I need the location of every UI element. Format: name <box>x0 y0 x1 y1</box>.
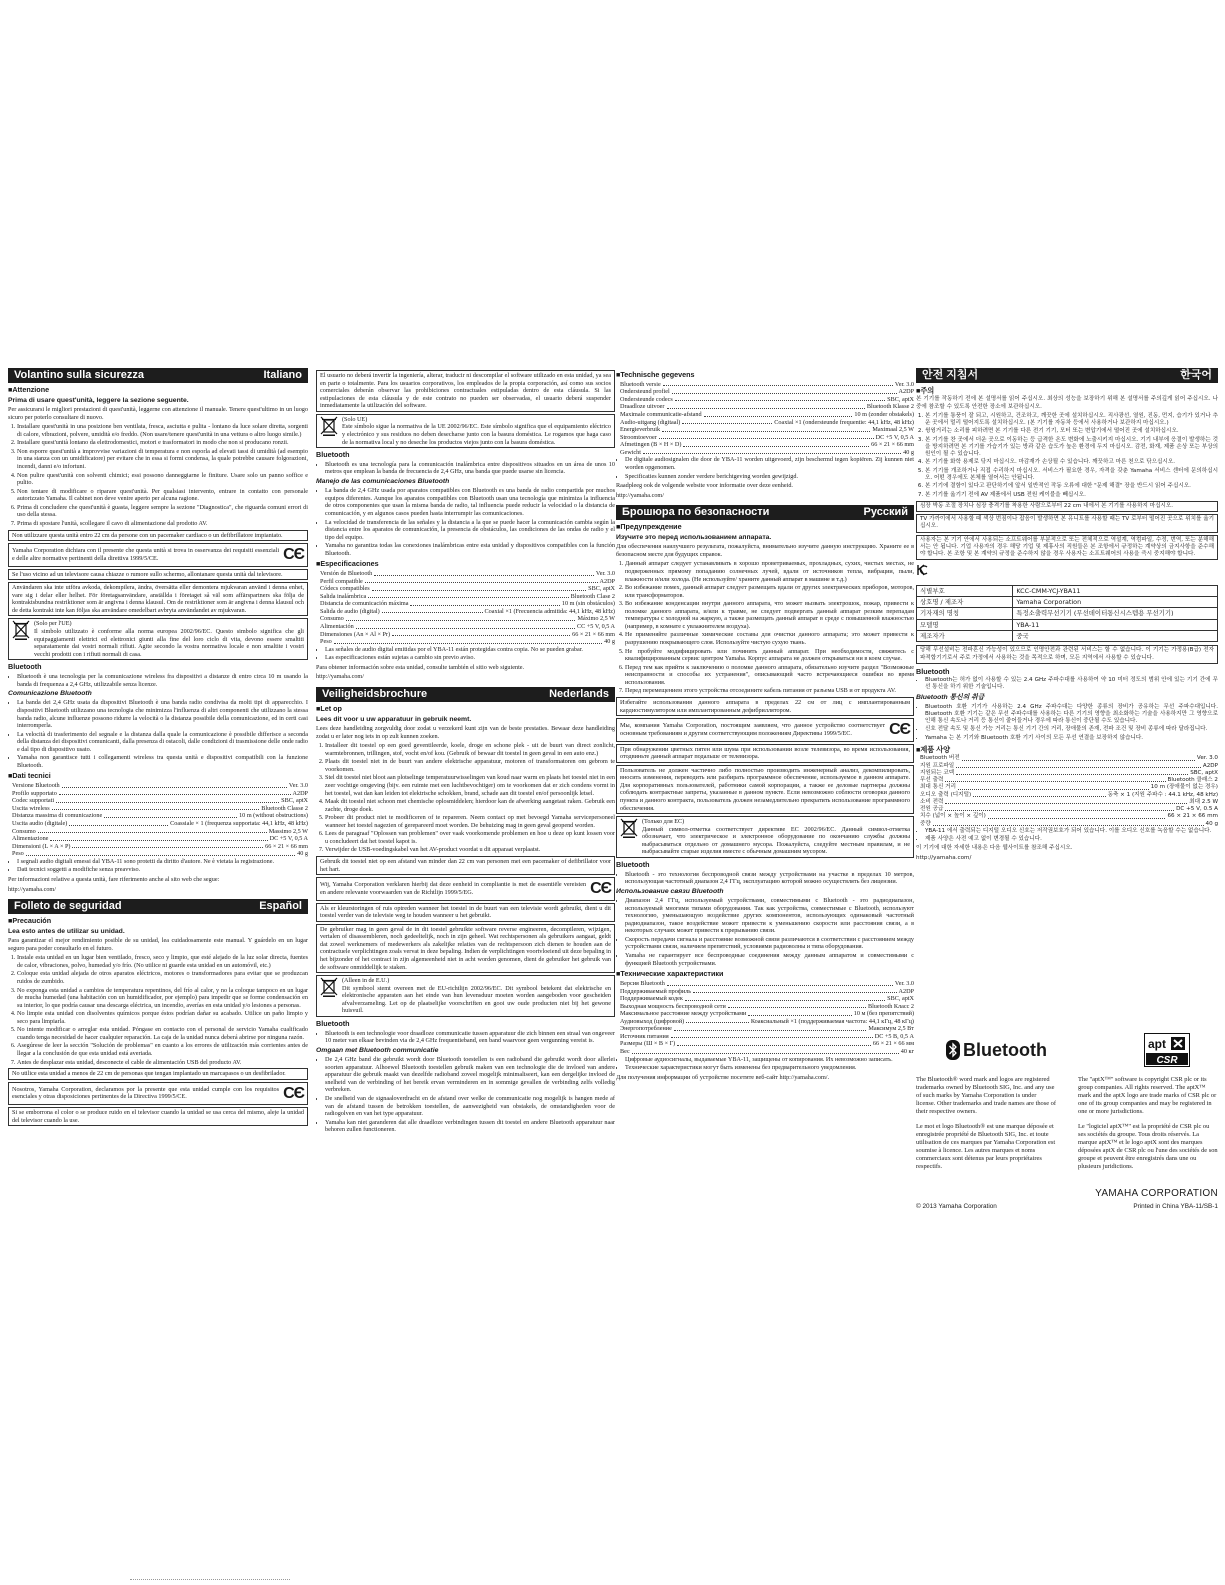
korean-section-banner <box>916 368 1218 383</box>
list-item: 2. 윙윙거리는 소리를 피하려면 본 기기를 다른 전기 기기, 모터 또는 변압기에서 떨어진 곳에 설치하십시오. <box>925 428 1218 435</box>
ce-mark-icon: CЄ <box>590 880 611 898</box>
list-item: • Las especificaciones están sujetas a cambio sin previo aviso. <box>325 654 615 662</box>
es-tv-box: Si se emborrona el color o se produce ruido en el televisor cuando la unidad se usa cerca del mismo, aleje la unidad del televisor cuando la use. <box>8 1107 308 1126</box>
nl-spec-heading: ■Technische gegevens <box>616 370 695 379</box>
spec-row: Energieverbruik Maximaal 2,5 W <box>620 426 914 434</box>
es-caution-list <box>8 954 308 1066</box>
spec-row: Stroomtoevoer DC +5 V, 0,5 A <box>620 433 914 441</box>
crossed-bin-icon <box>12 620 30 640</box>
nl-weee-text: Dit symbool stemt overeen met de EU-richtlijn 2002/96/EC. Dit symbool betekent dat elektrische en elektronische apparaten aan het einde van hun levensduur moeten worden aangeboden voor gescheiden afvalverzameling. Let op de plaatselijke voorschriften en gooi uw oude producten niet bij het gewone huisvuil. <box>342 984 611 1015</box>
column-4 <box>916 368 1218 1018</box>
list-item: • De 2,4 GHz band die gebruikt wordt door Bluetooth toestellen is een radioband die gebruikt wordt door allerlei soorten apparatuur. Alhoewel Bluetooth toestellen gebruik maken van een technologie die de invloed van andere apparatuur die gebruik maakt van dezelfde radioband zoveel mogelijk minimaliseert, kan een dergelijke invloed de snelheid van de verbinding of het bereik ervan verminderen en in sommige gevallen de verbinding zelfs volledig verbreken. <box>325 1056 615 1094</box>
ce-mark-icon: CЄ <box>889 721 910 739</box>
list-item: 5. Не пробуйте модифицировать или починить данный аппарат. При необходимости, свяжитесь с квалифицированным сервис центром Yamaha. Корпус аппарата не должен открываться ни в коем случае. <box>625 648 914 663</box>
table-row: 기자재의 명칭 특정소출력무선기기 (무선데이터통신시스템용 무선기기) <box>917 608 1218 619</box>
ko-radio-note-box: 당해 무선설비는 전파혼신 가능성이 있으므로 인명안전과 관련된 서비스는 할 수 없습니다. 이 기기는 가정용(B급) 전자파적합기기로서 주로 가정에서 사용하는 것을 목적으로 하며, 모든 지역에서 사용할 수 있습니다. <box>916 645 1218 664</box>
it-tv-box: Se l'uso vicino ad un televisore causa chiazze o rumore sullo schermo, allontanare questa unità dal televisore. <box>8 569 308 581</box>
ru-notes <box>616 1056 914 1072</box>
ko-spec-list <box>916 755 1218 828</box>
it-software-box: Användaren ska inte utföra avkoda, dekompilera, ändra, översätta eller demontera mjukvaran använd i denna enhet, vare sig i delar eller helhet. För företagsanvändare, anställda i företaget så väl som affärspartners ska följa de kontraktsbundna restriktioner som är angivna i denna klausul. Om de restriktioner som är angivna i denna klausul och de detta kontrakt inte kan följas ska användare omedelbart avbryta användandet av mjukvaran. <box>8 582 308 616</box>
ce-mark-icon: CЄ <box>283 1084 304 1102</box>
spec-row: Dimensiones (An × Al × Pr) 66 × 21 × 66 mm <box>320 630 615 638</box>
list-item: • Bluetooth는 허가 없이 사용할 수 있는 2.4 GHz 주파수대를 사용하여 약 10 미터 정도의 범위 안에 있는 기기 간에 무선 통신을 하기 위한 기술입니다. <box>925 677 1218 692</box>
spec-row: Поддерживаемый профиль A2DP <box>620 987 914 995</box>
list-item: 1. Installare quest'unità in una posizione ben ventilata, fresca, asciutta e pulita - lontano da luce solare diretta, sorgenti di calore, vibrazioni, polvere, umidità e/o freddo. (Non usare/tenere quest'unità in una vettura o altro luogo simile.) <box>17 423 308 438</box>
spec-row: Peso 40 g <box>320 638 615 646</box>
ru-spec-list <box>616 980 914 1056</box>
list-item: 5. Non tentare di modificare o riparare quest'unità. Per qualsiasi intervento, entrare in contatto con personale autorizzato Yamaha. Il cabinet non deve venire aperto per alcuna ragione. <box>17 488 308 503</box>
spec-row: 치수 (넓이 × 높이 × 깊이) 66 × 21 × 66 mm <box>920 813 1218 820</box>
spec-row: Источник питания DC +5 В, 0,5 А <box>620 1032 914 1040</box>
spec-row: Audio-uitgang (digitaal) Coaxial ×1 (ondersteunde frequentie: 44,1 kHz, 48 kHz) <box>620 418 914 426</box>
ru-comm-heading: Использование связи Bluetooth <box>616 887 724 895</box>
ru-weee-text: Данный символ-отметка соответствует директиве ЕС 2002/96/EC. Данный символ-отметка обозначает, что электрическое и электронное оборудование по окончанию службы должны выбрасываться отдельно от домашнего мусора. Пожалуйста, следуйте местным правилам, и не выбрасывайте старые изделия вместе с обычным домашним мусором. <box>642 825 910 856</box>
dutch-lang-label: Nederlands <box>549 687 609 700</box>
list-item: • YBA-11 에서 출력되는 디지털 오디오 신호는 저작권보호가 되어 있습니다. 이를 오디오 신호를 녹음할 수는 없습니다. <box>925 828 1218 835</box>
spec-row: Salida inalámbrica Bluetooth Clase 2 <box>320 592 615 600</box>
spec-row: Uscita audio (digitale) Coassiale × 1 (frequenza supportata: 44,1 kHz, 48 kHz) <box>12 820 308 828</box>
ko-bt-heading: Bluetooth <box>916 666 950 676</box>
nl-first-heading: Lees dit voor u uw apparatuur in gebruik neemt. <box>316 715 472 723</box>
spec-row: Ondersteunde codecs SBC, aptX <box>620 395 914 403</box>
ko-tv-box: TV 가까이에서 사용할 때 색상 번짐이나 잡음이 발생하면 본 유니트를 사용할 때는 TV 로부터 떨어진 곳으로 위치를 옮기십시오. <box>916 514 1218 533</box>
list-item: • La velocidad de transferencia de las señales y la distancia a la que se puede hacer la comunicación cambia según la distancia entre los aparatos de comunicación, la presencia de obstáculos, las condiciones de las ondas de radio y el tipo del equipo. <box>325 519 615 542</box>
es-bt-heading: Bluetooth <box>316 450 350 460</box>
nl-intro: Lees deze handleiding zorgvuldig door zodat u verzekerd kunt zijn van de beste prestaties. Bewaar deze handleiding zodat u er later nog iets in op zult kunnen zoeken. <box>316 725 615 740</box>
printed-in: Printed in China YBA-11/SB-1 <box>1133 1203 1218 1210</box>
ru-intro: Для обеспечения наилучшего результата, пожалуйста, внимательно изучите данную инструкцию. Храните ее в безопасном месте для будущих справок. <box>616 543 914 558</box>
es-notes <box>316 646 615 662</box>
list-item: 5. No intente modificar o arreglar esta unidad. Póngase en contacto con el personal de servicio Yamaha cualificado cuando tenga necesidad de hacer cualquier reparación. La caja de la unidad nunca deberá abrirse por ninguna razón. <box>17 1026 308 1041</box>
crossed-bin-icon <box>320 977 338 997</box>
ce-mark-icon: CЄ <box>283 546 304 564</box>
list-item: 2. Installare quest'unità lontano da elettrodomestici, motori e trasformatori in modo che non si producano ronzii. <box>17 439 308 447</box>
list-item: • La banda de 2,4 GHz usada por aparatos compatibles con Bluetooth es una banda de radio compartida por muchos equipos diferentes. Aunque los aparatos compatibles con Bluetooth usan una tecnología que minimiza la influencia de otros componentes que usan la misma banda de radio, tal influencia puede reducir la velocidad o la distancia de comunicación, y en algunos casos pueden hasta interrumpir las comunicaciones. <box>325 487 615 517</box>
spec-row: 전원 공급 DC +5 V, 0.5 A <box>920 806 1218 813</box>
list-item: • Диапазон 2,4 ГГц, используемый устройствами, совместимыми с Bluetooth - это радиодиапазон, используемый многими типами оборудования. Так как устройства, совместимые с Bluetooth, используют технологию, уменьшающую воздействие других компонентов, использующих одинаковый частотный радиодиапазон, такое воздействие может привести к уменьшению скорости или расстояния связи, а в некоторых случаях может привести к прерыванию связи. <box>625 897 914 935</box>
nl-comm-heading: Omgaan met Bluetooth communicatie <box>316 1046 439 1054</box>
it-first-heading: Prima di usare quest'unità, leggere la sezione seguente. <box>8 396 189 404</box>
es-weee-head: (Solo UE) <box>342 415 368 423</box>
spec-row: 무선 출력 Bluetooth 클래스 2 <box>920 777 1218 784</box>
ru-caution-list <box>616 560 914 695</box>
ko-intro: 본 기기를 작동하기 전에 본 설명서를 읽어 주십시오. 최상의 성능을 보장하기 위해 본 설명서를 주의깊게 읽어 주십시오. 나중에 참조할 수 있도록 안전한 장소에 보관하십시오. <box>916 396 1218 410</box>
spanish-lang-label: Español <box>259 900 302 913</box>
spec-row: 최대 통신 거리 10 m (장애물이 없는 경우) <box>920 784 1218 791</box>
russian-lang-label: Русский <box>863 506 908 519</box>
ru-ce-text: Мы, компания Yamaha Corporation, постоящим заявляем, что данное устройство соответствует основным требованиям и другим соответствующим положениям Директивы 1999/5/EC. <box>620 722 886 737</box>
list-item: 5. Probeer dit product niet te modificeren of te repareren. Neem contact op met bevoegd Yamaha servicepersoneel wanneer het toestel nagezien of gerepareerd moet worden. De behuizing mag in geen geval geopend worden. <box>325 814 615 829</box>
spec-row: Versione Bluetooth Ver. 3.0 <box>12 782 308 790</box>
bluetooth-logo: Bluetooth <box>946 1040 1047 1061</box>
list-item: 4. 본 기기를 화학 용제로 닦지 마십시오. 마감재가 손상될 수 있습니다. 깨끗하고 마른 천으로 닦으십시오. <box>925 459 1218 466</box>
nl-ce-text: Wij, Yamaha Corporation verklaren hierbij dat deze eenheid in compliantie is met de essentiële vereisten en andere relevante voorwaarden van de Richtlijn 1999/5/EG. <box>320 881 587 896</box>
spec-row: Выходная мощность беспроводной сети Bluetooth Класс 2 <box>620 1002 914 1010</box>
ko-pacemaker-box: 심장 박동 조절 장치나 심장 충격기를 착용한 사람으로부터 22 cm 내에서 본 기기를 사용하지 마십시오. <box>916 501 1218 512</box>
ru-ce-box <box>616 718 914 742</box>
spec-row: 지원되는 코덱 SBC, aptX <box>920 769 1218 776</box>
spanish-title: Folleto de seguridad <box>14 900 122 913</box>
list-item: • Yamaha no garantiza todas las conexiones inalámbricas entre esta unidad y dispositivos compatibles con la función Bluetooth. <box>325 542 615 557</box>
nl-bt-heading: Bluetooth <box>316 1018 350 1028</box>
nl-software-box: De gebruiker mag in geen geval de in dit toestel gebruikte software reverse engineeren, decompileren, wijzigen, vertalen of disassembleren, noch gedeeltelijk, noch in zijn geheel. Wat rechtspersonen als gebruikers aangaat, geldt dat zowel werknemers of medewerkers als zakelijke relaties van de rechtspersoon zich dienen te houden aan de contractuele verplichtingen zoals vervat in deze bepaling. Indien de verplichtingen voortvloeiend uit deze bepaling in het bijzonder of het contract in zijn algemeenheid niet in acht worden genomen, dient de gebruiker het gebruik van de software onmiddellijk te staken. <box>316 924 615 973</box>
es-ce-text: Nosotros, Yamaha Corporation, declaramos por la presente que esta unidad cumple con los requisitos esenciales y otras disposiciones pertinentes de la Directiva 1999/5/CE. <box>12 1085 280 1101</box>
spec-row: Ondersteund profiel A2DP <box>620 388 914 396</box>
list-item: • Bluetooth è una tecnologia per la comunicazione wireless fra dispositivi a distanze di entro circa 10 m usando la banda di frequenza a 2,4 GHz, utilizzabile senza licenze. <box>17 673 308 688</box>
it-bt-heading: Bluetooth <box>8 662 42 672</box>
list-item: • La velocità di trasferimento del segnale e la distanza dalla quale la comunicazione è possibile differisce a seconda della distanza dei dispositivi comunicanti, dalla presenza di ostacoli, dalle condizioni di trasmissione delle onde radio e dal tipo di dispositivo usato. <box>17 731 308 754</box>
bluetooth-trademark-fr: Le mot et logo Bluetooth® est une marque déposée et enregistrée propriété de Bluetooth SIG, Inc. et toute utilisation de ces marques par Yamaha Corporation est soumise à licence. Les autres marques et noms commerciaux sont détenus par leurs propriétaires respectifs. <box>916 1123 1056 1170</box>
it-url[interactable]: http://yamaha.com/ <box>8 885 56 893</box>
spanish-section-banner <box>8 899 308 914</box>
spec-row: 오디오 출력 (디지털) 동축 × 1 (지원 주파수 : 44.1 kHz, 48 kHz) <box>920 791 1218 798</box>
list-item: 3. 본 기기를 찬 곳에서 더운 곳으로 이동하는 등 급격한 온도 변화에 노출시키지 마십시오. 기기 내부에 응결이 발생하는 것을 방지하려면 본 기기를 가습기가 있는 방과 같은 습도가 높은 환경에 두지 마십시오. 감전, 화재, 제품 손상 또는 부상의 원인이 될 수 있습니다. <box>925 437 1218 459</box>
es-comm-list <box>316 487 615 557</box>
ko-url-text: 이 기기에 대한 자세한 내용은 다음 웹사이트를 참조해 주십시오. <box>916 845 1073 852</box>
es-weee-box <box>316 414 615 448</box>
ru-bt-heading: Bluetooth <box>616 859 650 869</box>
nl-spec-list <box>616 381 914 457</box>
it-weee-head: (Solo per l'UE) <box>34 620 72 628</box>
it-attention-heading: ■Attenzione <box>8 385 50 394</box>
trademark-area <box>916 1030 1218 1210</box>
italian-title: Volantino sulla sicurezza <box>14 369 144 381</box>
list-item: 3. Во избежание конденсации внутри данного аппарата, что может вызвать электрошок, пожар, привести к поломке данного аппарата, и/или к травме, не следует подвергать данный аппарат резким перепадам температуры с холодной на жаркую, а также размещать данный аппарат в среде с повышенной влажностью (например, в комнате с увлажнителем воздуха). <box>625 600 914 630</box>
spec-row: Códecs compatibles SBC, aptX <box>320 585 615 593</box>
list-item: • Технические характеристики могут быть изменены без предварительного уведомления. <box>625 1064 914 1072</box>
list-item: • Bluetooth 호환 기기가 사용하는 2.4 GHz 주파수대는 다양한 종류의 장비가 공유하는 무선 주파수대입니다. Bluetooth 호환 기기는 같은 무선 주파수대를 사용하는 다른 기기의 영향을 최소화하는 기술을 사용하지만 그 영향으로 인해 통신 속도나 거리 등 통신이 줄어들거나 경우에 따라 통신이 중단될 수도 있습니다. <box>925 704 1218 726</box>
list-item: • Скорость передачи сигнала и расстояние возможной связи различаются в соответствии с расстоянием между устройствами связи, наличием препятствий, условиями радиоволны и типа оборудования. <box>625 936 914 951</box>
spec-row: Consumo Máximo 2,5 W <box>320 615 615 623</box>
es-caution-heading: ■Precaución <box>8 916 52 926</box>
table-row: 식별부호 KCC-CMM-YCJ-YBA11 <box>917 585 1218 596</box>
spec-row: Gewicht 40 g <box>620 448 914 456</box>
spec-row: Salida de audio (digital) Coaxial ×1 (Frecuencia admitida: 44,1 kHz, 48 kHz) <box>320 607 615 615</box>
list-item: • I segnali audio digitali emessi dal YBA-11 sono protetti da diritto d'autore. Ne è vietata la registrazione. <box>17 858 308 866</box>
russian-title: Брошюра по безопасности <box>622 506 770 519</box>
list-item: 4. Maak dit toestel niet schoon met chemische oplosmiddelen; hierdoor kan de afwerking aangetast raken. Gebruik een zachte, droge doek. <box>325 798 615 813</box>
copyright: © 2013 Yamaha Corporation <box>916 1203 997 1210</box>
spec-row: Bluetooth 버전 Ver. 3.0 <box>920 755 1218 762</box>
ko-software-box: 사용자는 본 기기 안에서 사용되는 소프트웨어를 부분적으로 또는 전체적으로 역설계, 역컴파일, 수정, 번역, 또는 분해해서는 안 됩니다. 기업 사용자의 경우 해당 기업 및 제휴사의 직원들은 본 조항에서 규정하는 계약상의 금지사항을 준수해야 합니다. 본 조항 및 본 계약의 규정을 준수하지 않을 경우 사용자는 소프트웨어의 사용을 즉시 중지해야 합니다. <box>916 535 1218 561</box>
list-item: • Dati tecnici soggetti a modifiche senza preavviso. <box>17 866 308 874</box>
spec-row: Версия Bluetooth Ver. 3.0 <box>620 979 914 987</box>
list-item: 6. Lees de paragraaf "Oplossen van problemen" over vaak voorkomende problemen en hoe u deze op kunt lossen voor u concludeert dat het toestel kapot is. <box>325 830 615 845</box>
bluetooth-trademark-en: The Bluetooth® word mark and logos are registered trademarks owned by Bluetooth SIG, Inc. and any use of such marks by Yamaha Corporation is under license. Other trademarks and trade names are those of their respective owners. <box>916 1076 1057 1115</box>
crossed-bin-icon <box>320 416 338 436</box>
spec-row: Bluetooth versie Ver. 3.0 <box>620 380 914 388</box>
column-3 <box>616 368 914 1083</box>
nl-notes <box>616 456 914 480</box>
spec-row: Аудиовыход (цифровой) Коаксиальный ×1 (поддерживаемая частота: 44,1 кГц, 48 кГц) <box>620 1017 914 1025</box>
it-comm-heading: Comunicazione Bluetooth <box>8 690 92 698</box>
nl-caution-list <box>316 742 615 854</box>
column-2 <box>316 368 615 1136</box>
it-caution-list <box>8 423 308 527</box>
list-item: 2. Plaats dit toestel niet in de buurt van andere elektrische apparatuur, motoren of transformatoren om gebrom te voorkomen. <box>325 758 615 773</box>
list-item: 7. Verwijder de USB-voedingskabel van het AV-product voordat u dit apparaat verplaatst. <box>325 846 615 854</box>
spec-row: Peso 40 g <box>12 850 308 858</box>
kc-mark-icon <box>916 564 928 576</box>
list-item: 1. Данный аппарат следует устанавливать в хорошо проветриваемых, прохладных, сухих, чистых местах, не подверженных прямому попаданию солнечных лучей, вдали от источников тепла, вибрации, пыли, влажности и/или холода. (Не используйте/ храните данный аппарат в машине и т.д.) <box>625 560 914 583</box>
list-item: • Bluetooth is een technologie voor draadloze communicatie tussen apparatuur die zich binnen een straal van ongeveer 10 meter van elkaar bevinden via de 2,4 GHz frequentieband, een band waarvoor geen vergunning vereist is. <box>325 1030 615 1045</box>
italian-lang-label: Italiano <box>263 369 302 381</box>
spec-row: Поддерживаемый кодек SBC, aptX <box>620 995 914 1003</box>
spec-row: Afmetingen (B × H × D) 66 × 21 × 66 mm <box>620 441 914 449</box>
page-footer-rule <box>130 1578 290 1580</box>
es-comm-heading: Manejo de las comunicaciones Bluetooth <box>316 477 450 485</box>
table-row: 제조자가 중국 <box>917 630 1218 641</box>
nl-bt-list <box>316 1030 615 1045</box>
spec-row: Вес 40 кг <box>620 1048 914 1056</box>
spec-row: Alimentación CC +5 V, 0,5 A <box>320 623 615 631</box>
list-item: • Bluetooth es una tecnología para la comunicación inalámbrica entre dispositivos situados en un área de unos 10 metros que emplean la banda de frecuencia de 2,4 GHz, una banda que puede usarse sin licencia. <box>325 461 615 476</box>
list-item: • Specificaties kunnen zonder verdere berichtgeving worden gewijzigd. <box>625 473 914 481</box>
ko-comm-heading: Bluetooth 통신의 취급 <box>916 693 985 701</box>
nl-ce-box <box>316 877 615 901</box>
russian-section-banner <box>616 505 914 520</box>
es-weee-text: Este símbolo sigue la normativa de la UE 2002/96/EC. Este símbolo significa que el equipamiento eléctrico y electrónico y sus residuos no deben desecharse junto con la basura doméstica. Le rogamos que haga caso de la normativa local y no deseche los productos viejos junto con la basura doméstica. <box>342 423 611 446</box>
list-item: • 신호 전달 속도 및 통신 가능 거리는 통신 기기 간의 거리, 장애물의 존재, 전파 조건 및 장비 종류에 따라 달라집니다. <box>925 726 1218 733</box>
ru-warning-heading: ■Предупреждение <box>616 522 682 532</box>
it-weee-box <box>8 618 308 660</box>
ru-url-text: Для получения информации об устройстве посетите веб-сайт http://yamaha.com/. <box>616 1073 830 1081</box>
list-item: 7. 본 기기를 옮기기 전에 AV 제품에서 USB 전원 케이블을 빼십시오. <box>925 492 1218 499</box>
list-item: 1. Instale esta unidad en un lugar bien ventilado, fresco, seco y limpio, que esté alejado de la luz solar directa, fuentes de calor, vibraciones, polvo, humedad y/o frío. (No utilice ni guarde esta unidad en un automóvil, etc.) <box>17 954 308 969</box>
es-bt-list <box>316 461 615 476</box>
ru-weee-box <box>616 816 914 858</box>
ko-notes <box>916 828 1218 844</box>
spec-row: Энергопотребление Максимум 2,5 Вт <box>620 1025 914 1033</box>
spec-row: Profilo supportato A2DP <box>12 789 308 797</box>
es-url-text: Para obtener información sobre esta unidad, consulte también el sitio web siguiente. <box>316 663 525 671</box>
spec-row: Distancia de comunicación máxima 10 m (sin obstáculos) <box>320 600 615 608</box>
it-url-text: Per informazioni relative a questa unità, fare riferimento anche al sito web che segue: <box>8 875 220 883</box>
list-item: 3. No exponga esta unidad a cambios de temperatura repentinos, del frío al calor, y no la coloque tampoco en un lugar de mucha humedad (una habitación con un humidificador, por ejemplo) para impedir que se forme condensación en su interior, lo que podría causar una descarga eléctrica, un incendio, averías en esta unidad y/o lesiones a personas. <box>17 987 308 1010</box>
it-notes <box>8 858 308 874</box>
aptx-trademark-fr: Le "logiciel aptX™" est la propriété de CSR plc ou ses sociétés du groupe. Tous droits réservés. La marque aptX™ et le logo aptX sont des marques déposées aptX de CSR plc ou l'une des sociétés de son groupe et peuvent être enregistrés dans une ou plusieurs juridictions. <box>1078 1123 1218 1170</box>
ru-spec-heading: ■Технические характеристики <box>616 969 724 979</box>
list-item: 7. Antes de desplazar esta unidad, desconecte el cable de alimentación USB del producto AV. <box>17 1059 308 1067</box>
list-item: 6. Asegúrese de leer la sección "Solución de problemas" en cuanto a los errores de utilización más corrientes antes de llegar a la conclusión de que esta unidad está averiada. <box>17 1042 308 1057</box>
list-item: 2. Во избежание помех, данный аппарат следует размещать вдали от других электрических приборов, моторов, или трансформаторов. <box>625 584 914 599</box>
ko-url[interactable]: http://yamaha.com/ <box>916 854 972 861</box>
ru-bt-list <box>616 871 914 886</box>
it-comm-list <box>8 699 308 769</box>
column-1 <box>8 368 308 1128</box>
table-row: 상호명 / 제조자 Yamaha Corporation <box>917 597 1218 608</box>
es-software-box: El usuario no deberá invertir la ingeniería, alterar, traducir ni descompilar el software utilizado en esta unidad, ya sea en parte o totalmente. Para los usuarios corporativos, los empleados de la propia corporación, así como sus socios comerciales deberán observar las prohibiciones contractuales estipuladas dentro de esta cláusula. Si las estipulaciones de esta cláusula y de este contrato no pueden ser observadas, el usuario deberá suspender inmediatamente la utilización del software. <box>316 370 615 412</box>
spec-row: Максимальное расстояние между устройствами 10 м (без препятствий) <box>620 1010 914 1018</box>
nl-weee-head: (Alleen in de E.U.) <box>342 977 390 985</box>
ru-tv-box: При обнаружении цветных пятен или шума при использовании возле телевизора, во время использования, отодвиньте данный аппарат подальше от телевизора. <box>616 744 914 763</box>
kcc-certification-table <box>916 585 1218 643</box>
list-item: 4. Не применяйте различные химические составы для очистки данного аппарата; это может привести к разрушению покрывающего слоя. Используйте чистую сухую ткань. <box>625 631 914 646</box>
it-bt-list <box>8 673 308 688</box>
ru-first-heading: Изучите это перед использованием аппарата. <box>616 534 772 541</box>
list-item: 4. No limpie esta unidad con disolventes químicos porque éstos podrían dañar su acabado. Utilice un paño limpio y seco para limpiarla. <box>17 1010 308 1025</box>
ko-caution-heading: ■주의 <box>916 386 935 395</box>
crossed-bin-icon <box>620 818 638 838</box>
spec-row: Perfil compatible A2DP <box>320 577 615 585</box>
dutch-title: Veiligheidsbrochure <box>322 687 428 700</box>
list-item: • Yamaha non garantisce tutti i collegamenti wireless tra questa unità e dispositivi compatibili con la funzione Bluetooth. <box>17 754 308 769</box>
list-item: • Yamaha 는 본 기기와 Bluetooth 호환 기기 사이의 모든 무선 연결을 보장하지 않습니다. <box>925 735 1218 742</box>
list-item: 6. Prima di concludere che quest'unità è guasta, leggere sempre la sezione "Diagnostica", che riguarda comuni errori di uso della stessa. <box>17 504 308 519</box>
it-spec-heading: ■Dati tecnici <box>8 771 51 781</box>
nl-weee-box <box>316 975 615 1017</box>
list-item: 3. Non esporre quest'unità a improvvise variazioni di temperatura e non esporla ad elevati tassi di umidità (ad esempio in una stanza con un umidificatore) per evitare che in essa si formi condensa, la quale potrebbe causare folgorazioni, incendi, danni e/o infortuni. <box>17 448 308 471</box>
list-item: 5. 본 기기를 개조하거나 직접 수리하지 마십시오. 서비스가 필요한 경우, 자격을 갖춘 Yamaha 서비스 센터에 문의하십시오. 어떤 경우에도 본체를 열어서는 안됩니다. <box>925 468 1218 483</box>
spec-row: 소비 전력 최대 2.5 W <box>920 798 1218 805</box>
list-item: 1. Installeer dit toestel op een goed geventileerde, koele, droge en schone plek - uit de buurt van direct zonlicht, warmtebronnen, trillingen, stof, vocht en/of kou. (Gebruik of bewaar dit toestel in geen geval in een auto enz.) <box>325 742 615 757</box>
spec-row: Размеры (Ш × В × Г) 66 × 21 × 66 мм <box>620 1040 914 1048</box>
nl-tv-box: Als er kleurstoringen of ruis optreden wanneer het toestel in de buurt van een televisie wordt gebruikt, dient u dit toestel verder van de televisie weg te houden wanneer u het gebruikt. <box>316 903 615 922</box>
spec-row: Distanza massima di comunicazione 10 m (without obstructions) <box>12 812 308 820</box>
nl-url-text: Raadpleeg ook de volgende website voor informatie over deze eenheid. <box>616 482 793 490</box>
list-item: 3. Stel dit toestel niet bloot aan plotselinge temperatuurwisselingen van koud naar warm en plaats het toestel niet in een zeer vochtige omgeving (bijv. een ruimte met een luchtbevochtiger) om te voorkomen dat er zich condens vormt in het toestel, wat dan kan leiden tot elektrische schokken, brand, schade aan dit toestel en/of persoonlijk letsel. <box>325 774 615 797</box>
list-item: • Цифровые аудиосигналы, выдаваемые YBA-11, защищены от копирования. Их невозможно записать. <box>625 1056 914 1064</box>
it-ce-box <box>8 543 308 567</box>
spec-row: Versión de Bluetooth Ver. 3.0 <box>320 570 615 578</box>
list-item: • Bluetooth - это технология беспроводной связи между устройствами на участке в пределах 10 метров, использующая частотный диапазон 2,4 ГГц, эксплуатацию которой можно осуществлять без лицензии. <box>625 871 914 886</box>
dutch-section-banner <box>316 687 615 702</box>
list-item: • Las señales de audio digital emitidas por el YBA-11 están protegidas contra copia. No se pueden grabar. <box>325 646 615 654</box>
spec-row: Consumo Massimo 2,5 W <box>12 827 308 835</box>
spec-row: 중량 40 g <box>920 820 1218 827</box>
it-pacemaker-box: Non utilizzare questa unità entro 22 cm da persone con un pacemaker cardiaco o un defibrillatore impiantato. <box>8 530 308 542</box>
nl-comm-list <box>316 1056 615 1134</box>
list-item: 2. Coloque esta unidad alejada de otros aparatos eléctricos, motores o transformadores para evitar que se produzcan ruidos de zumbido. <box>17 970 308 985</box>
spec-row: Maximale communicatie-afstand 10 m (zonder obstakels) <box>620 411 914 419</box>
ko-comm-list <box>916 704 1218 742</box>
es-intro: Para garantizar el mejor rendimiento posible de su unidad, lea cuidadosamente este manual. Y guárdelo en un lugar seguro para poder consultarlo en el futuro. <box>8 937 308 952</box>
spec-row: Dimensioni (L × A × P) 66 × 21 × 66 mm <box>12 842 308 850</box>
spec-row: Draadloze uitvoer Bluetooth Klasse 2 <box>620 403 914 411</box>
es-spec-list <box>316 570 615 646</box>
ru-comm-list <box>616 897 914 967</box>
ru-weee-head: (Только для ЕС) <box>642 818 685 826</box>
korean-title: 안전 지침서 <box>922 369 979 381</box>
svg-text:apt: apt <box>1148 1037 1166 1051</box>
nl-url[interactable]: http://yamaha.com/ <box>616 491 664 499</box>
list-item: 4. Non pulire quest'unità con solventi chimici; essi possono danneggiarne le finiture. Usare solo un panno soffice e pulito. <box>17 472 308 487</box>
es-pacemaker-box: No utilice esta unidad a menos de 22 cm de personas que tengan implantado un marcapasos o un desfibrilador. <box>8 1068 308 1080</box>
spec-row: Codec supportati SBC, aptX <box>12 797 308 805</box>
ko-spec-heading: ■제품 사양 <box>916 744 951 754</box>
bluetooth-icon <box>946 1040 960 1060</box>
list-item: • De digitale audiosignalen die door de YBA-11 worden uitgevoerd, zijn beschermd tegen kopiëren. Zij kunnen niet worden opgenomen. <box>625 456 914 471</box>
it-spec-list <box>8 782 308 858</box>
spec-row: Uscita wireless Bluetooth Classe 2 <box>12 804 308 812</box>
list-item: • Yamaha kan niet garanderen dat alle draadloze verbindingen tussen dit toestel en andere Bluetooth apparatuur naar behoren zullen functioneren. <box>325 1119 615 1134</box>
ru-pacemaker-box: Избегайте использования данного аппарата в пределах 22 см от лиц с имплантированным кардиостимулятором или имплантированным дефибриллятором. <box>616 697 914 716</box>
list-item: • 제품 사양은 사전 예고 없이 변경될 수 있습니다. <box>925 836 1218 843</box>
spec-row: Alimentazione DC +5 V, 0,5 A <box>12 835 308 843</box>
es-ce-box <box>8 1082 308 1106</box>
es-url[interactable]: http://yamaha.com/ <box>316 673 364 681</box>
list-item: 6. Перед тем как прийти к заключению о поломке данного аппарата, обязательно изучите раздел "Возможные неисправности и способы их устранения", описывающий часто встречающиеся ошибки во время использования. <box>625 664 914 687</box>
spec-row: 지원 프로파일 A2DP <box>920 762 1218 769</box>
aptx-csr-logo <box>1144 1033 1190 1067</box>
list-item: 1. 본 기기를 통풍이 잘 되고, 시원하고, 건조하고, 깨끗한 곳에 설치하십시오. 직사광선, 열원, 진동, 먼지, 습기가 있거나 추운 곳에서 멀리 떨어지도록 설치하십시오. (본 기기를 자동차 등에서 사용하거나 보관하지 마십시오.) <box>925 413 1218 428</box>
ru-software-box: Пользователь не должен частично либо полностью производить инженерный анализ, декомпилировать, вносить изменения, переводить или разбирать программное обеспечение, используемое в данном аппарате. Для корпоративных пользователей, работники самой корпорации, а также ее деловые партнеры должны соблюдать контрактные запреты, указанные в данном пункте. Если невозможно соблюсти оговорки данного пункта и данного контракта, пользователь должен незамедлительно прекратить использование программного обеспечения. <box>616 765 914 814</box>
yamaha-corporation-logo: YAMAHA CORPORATION <box>1095 1188 1218 1199</box>
ko-caution-list <box>916 413 1218 499</box>
ko-bt-list <box>916 677 1218 692</box>
list-item: 7. Перед перемещением этого устройства отсоедините кабель питания от разъема USB и от продукта AV. <box>625 687 914 695</box>
list-item: • La banda dei 2,4 GHz usata da dispositivi Bluetooth è una banda radio condivisa da molti tipi di apparecchio. I dispositivi Bluetooth utilizzano una tecnologia che minimizza l'influenza di altri componenti che utilizzano la stessa banda radio, alcune influenze possono ridurre la velocità o la distanza possibile della comunicazione, ed in certi casi interromperla. <box>17 699 308 729</box>
list-item: 6. 본 기기에 결함이 있다고 판단하기에 앞서 일반적인 작동 오류에 대한 "문제 해결" 장을 반드시 읽어 주십시오. <box>925 483 1218 490</box>
list-item: • Yamaha не гарантирует все беспроводные соединения между данным аппаратом и совместимыми с функцией Bluetooth устройствами. <box>625 952 914 967</box>
list-item: • De snelheid van de signaaloverdracht en de afstand over welke de communicatie nog mogelijk is hangen mede af van de afstand tussen de betrokken toestellen, de aanwezigheid van obstakels, de omstandigheden voor de radiogolven en van het type apparatuur. <box>325 1095 615 1118</box>
svg-text:CSR: CSR <box>1156 1055 1178 1066</box>
aptx-trademark-en: The "aptX™" software is copyright CSR plc or its group companies. All rights reserved. The aptX™ mark and the aptX logo are trade marks of CSR plc or one of its group companies and may be registered in one or more jurisdictions. <box>1078 1076 1217 1115</box>
it-weee-text: Il simbolo utilizzato è conforme alla norma europea 2002/96/EC. Questo simbolo significa che gli equipaggiamenti elettrici ed elettronici giunti alla fine del loro ciclo di vita, devono essere smaltiti separatamente dai vostri normali rifiuti. Agite secondo la vostra normativa locale e non smaltite i vostri vecchi prodotti con i rifiuti normali di casa. <box>34 627 304 658</box>
nl-caution-heading: ■Let op <box>316 703 342 713</box>
es-spec-heading: ■Especificaciones <box>316 559 379 569</box>
es-first-heading: Lea esto antes de utilizar su unidad. <box>8 927 125 935</box>
list-item: 7. Prima di spostare l'unità, scollegare il cavo di alimentazione dal prodotto AV. <box>17 520 308 528</box>
table-row: 모델명 YBA-11 <box>917 619 1218 630</box>
it-intro: Per assicurarsi le migliori prestazioni di quest'unità, leggerne con attenzione il manuale. Tenere quest'ultimo in un luogo sicuro per poterlo consultare di nuovo. <box>8 406 308 421</box>
italian-section-banner <box>8 368 308 383</box>
it-ce-text: Yamaha Corporation dichiara con il presente che questa unità si trova in osservanza dei requisiti essenziali e delle altre normative pertinenti della direttiva 1999/5/CE. <box>12 547 280 562</box>
korean-lang-label: 한국어 <box>1180 369 1212 381</box>
nl-pacemaker-box: Gebruik dit toestel niet op een afstand van minder dan 22 cm van personen met een pacemaker of defibrillator voor het hart. <box>316 856 615 875</box>
